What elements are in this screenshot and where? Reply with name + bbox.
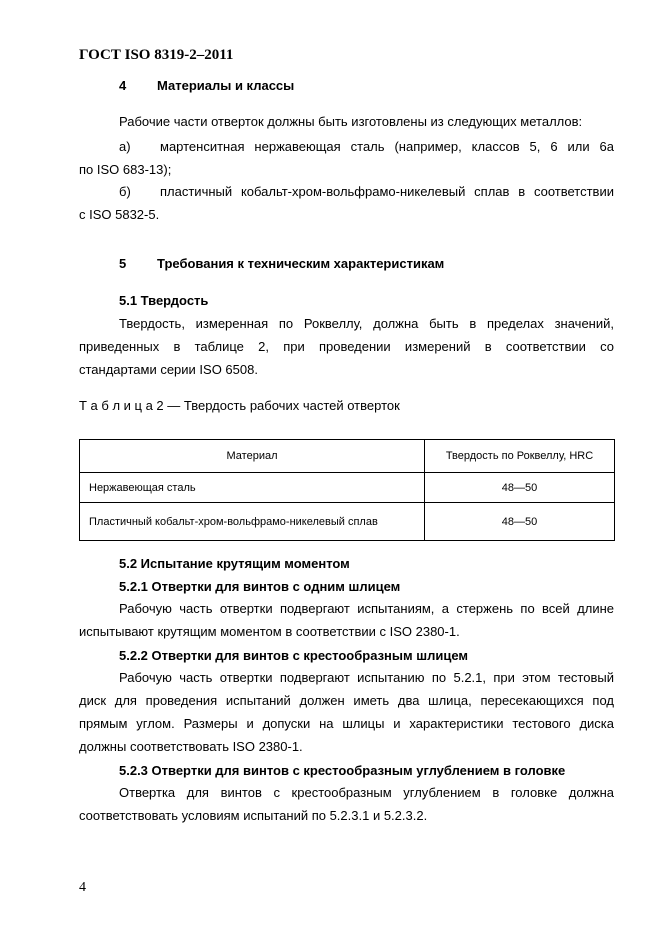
subsection-5-2-3-title: 5.2.3 Отвертки для винтов с крестообразным углублением в головке — [119, 763, 566, 778]
table-cell-material: Пластичный кобальт-хром-вольфрамо-никелевый сплав — [80, 503, 425, 541]
subsection-5-2-1-line1: Рабочую часть отвертки подвергают испытаниям, а стержень по всей длине — [119, 601, 614, 616]
subsection-5-2-2-line4: должны соответствовать ISO 2380-1. — [79, 739, 303, 754]
section-4-intro: Рабочие части отверток должны быть изготовлены из следующих металлов: — [119, 114, 583, 129]
subsection-5-2-title: 5.2 Испытание крутящим моментом — [119, 556, 350, 571]
item-b-label: б) — [119, 184, 131, 199]
item-a-label: а) — [119, 139, 131, 154]
table-header-material: Материал — [80, 440, 425, 473]
subsection-5-2-3-line2: соответствовать условиям испытаний по 5.2.3.1 и 5.2.3.2. — [79, 808, 428, 823]
item-b-line2: с ISO 5832-5. — [79, 207, 160, 222]
item-b-line1: пластичный кобальт-хром-вольфрамо-никелевый сплав в соответствии — [160, 184, 614, 199]
subsection-5-2-2-line1: Рабочую часть отвертки подвергают испытанию по 5.2.1, при этом тестовый — [119, 670, 614, 685]
section-4-number: 4 — [119, 78, 127, 93]
table-cell-material: Нержавеющая сталь — [80, 473, 425, 503]
subsection-5-1-title: 5.1 Твердость — [119, 293, 209, 308]
section-4-title: Материалы и классы — [157, 78, 295, 93]
subsection-5-2-1-line2: испытывают крутящим моментом в соответствии с ISO 2380-1. — [79, 624, 460, 639]
table-cell-hardness: 48—50 — [425, 473, 615, 503]
subsection-5-2-1-title: 5.2.1 Отвертки для винтов с одним шлицем — [119, 579, 401, 594]
page-number: 4 — [79, 880, 86, 895]
section-5-number: 5 — [119, 256, 127, 271]
subsection-5-2-2-title: 5.2.2 Отвертки для винтов с крестообразным шлицем — [119, 648, 468, 663]
item-a-line2: по ISO 683-13); — [79, 162, 172, 177]
document-header: ГОСТ ISO 8319-2–2011 — [79, 47, 234, 63]
subsection-5-2-2-line3: прямым углом. Размеры и допуски на шлицы и характеристики тестового диска — [79, 716, 614, 731]
table-row — [80, 503, 615, 541]
hardness-table — [79, 439, 615, 541]
section-5-title: Требования к техническим характеристикам — [157, 256, 445, 271]
subsection-5-2-3-line1: Отвертка для винтов с крестообразным углублением в головке должна — [119, 785, 614, 800]
table-caption: Т а б л и ц а 2 — Твердость рабочих частей отверток — [79, 398, 400, 413]
table-header-hardness: Твердость по Роквеллу, HRC — [425, 440, 615, 473]
subsection-5-1-line2: приведенных в таблице 2, при проведении измерений в соответствии со — [79, 339, 614, 354]
table-row — [80, 473, 615, 503]
subsection-5-1-line3: стандартами серии ISO 6508. — [79, 362, 258, 377]
item-a-line1: мартенситная нержавеющая сталь (например, классов 5, 6 или 6а — [160, 139, 614, 154]
subsection-5-2-2-line2: диск для проведения испытаний должен иметь два шлица, пересекающихся под — [79, 693, 614, 708]
subsection-5-1-line1: Твердость, измеренная по Роквеллу, должна быть в пределах значений, — [119, 316, 614, 331]
table-cell-hardness: 48—50 — [425, 503, 615, 541]
